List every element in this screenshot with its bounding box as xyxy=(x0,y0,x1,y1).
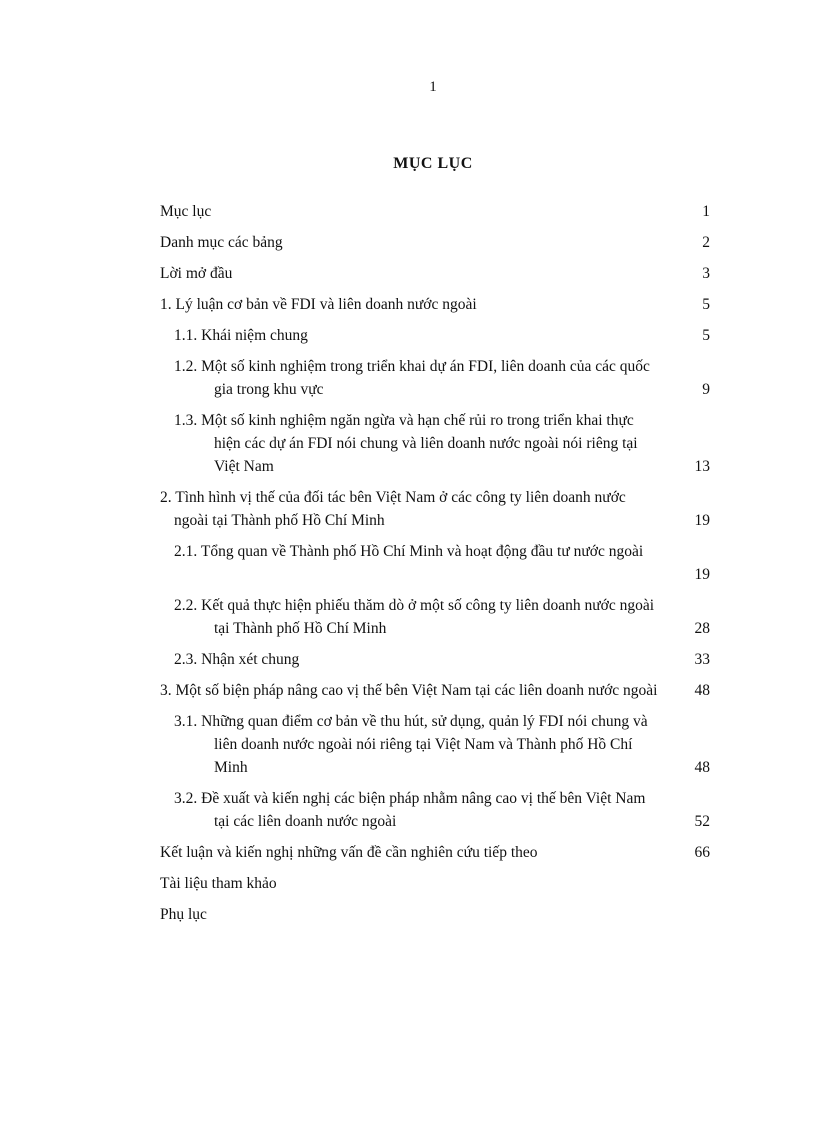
toc-entry-title: 1.3. Một số kinh nghiệm ngăn ngừa và hạn chế rủi ro trong triển khai thực hiện các dự án FDI nói chung và liên doanh nước ngoài nói riêng tại Việt Nam xyxy=(174,412,638,475)
toc-entry xyxy=(160,872,710,895)
toc-entry-title: 1.2. Một số kinh nghiệm trong triển khai dự án FDI, liên doanh của các quốc gia trong khu vực xyxy=(174,358,650,398)
toc-entry-title: 2.2. Kết quả thực hiện phiếu thăm dò ở một số công ty liên doanh nước ngoài tại Thành phố Hồ Chí Minh xyxy=(174,597,655,637)
toc-entry xyxy=(160,787,710,833)
toc-entry-title: 2.1. Tổng quan về Thành phố Hồ Chí Minh và hoạt động đầu tư nước ngoài xyxy=(174,543,644,560)
toc-entry-title: 1.1. Khái niệm chung xyxy=(174,327,308,344)
toc-entry-title: Mục lục xyxy=(160,203,212,220)
toc-title: MỤC LỤC xyxy=(393,155,473,172)
toc-entry xyxy=(160,710,710,779)
toc-entry-page: 28 xyxy=(694,620,710,637)
toc-entry-title: 3.1. Những quan điểm cơ bản về thu hút, sử dụng, quản lý FDI nói chung và liên doanh nước ngoài nói riêng tại Việt Nam và Thành phố Hồ Chí Minh xyxy=(174,713,648,776)
toc-entry-title: Lời mở đầu xyxy=(160,265,233,282)
toc-entry xyxy=(160,293,710,316)
toc-entry-title: Tài liệu tham khảo xyxy=(160,875,277,892)
toc-entry-title: 3. Một số biện pháp nâng cao vị thế bên Việt Nam tại các liên doanh nước ngoài xyxy=(160,682,658,699)
toc-entry-page: 48 xyxy=(694,759,710,776)
toc-entry xyxy=(160,648,710,671)
toc-entry-page: 33 xyxy=(694,651,710,668)
toc-entry-page: 3 xyxy=(702,265,710,282)
toc-entry-title: Danh mục các bảng xyxy=(160,234,283,251)
toc-entry-title: Kết luận và kiến nghị những vấn đề cần nghiên cứu tiếp theo xyxy=(160,844,538,861)
toc-entry-page: 1 xyxy=(702,203,710,220)
toc-entry xyxy=(160,200,710,223)
toc-entry-page: 19 xyxy=(694,566,710,583)
toc-entry xyxy=(160,903,710,926)
toc-entry xyxy=(160,679,710,702)
toc-entry-title: Phụ lục xyxy=(160,906,207,923)
toc-entry xyxy=(160,409,710,478)
page-number: 1 xyxy=(429,79,437,95)
toc-entry-title: 1. Lý luận cơ bản về FDI và liên doanh nước ngoài xyxy=(160,296,477,313)
toc-entry-page: 13 xyxy=(694,458,710,475)
toc-entry-title: 3.2. Đề xuất và kiến nghị các biện pháp nhằm nâng cao vị thế bên Việt Nam tại các liên doanh nước ngoài xyxy=(174,790,646,830)
toc-entry xyxy=(160,540,710,586)
toc-entry xyxy=(160,355,710,401)
toc-entry-page: 9 xyxy=(702,381,710,398)
table-of-contents xyxy=(160,200,710,934)
toc-entry xyxy=(160,262,710,285)
toc-entry-title: 2.3. Nhận xét chung xyxy=(174,651,300,668)
toc-entry-page: 48 xyxy=(694,682,710,699)
toc-entry xyxy=(160,594,710,640)
toc-entry-page: 52 xyxy=(694,813,710,830)
toc-entry-page: 5 xyxy=(702,296,710,313)
toc-entry-page: 2 xyxy=(702,234,710,251)
toc-entry xyxy=(160,486,710,532)
toc-entry-page: 19 xyxy=(694,512,710,529)
toc-entry-title: 2. Tình hình vị thế của đối tác bên Việt Nam ở các công ty liên doanh nước ngoài tại Thành phố Hồ Chí Minh xyxy=(160,489,626,529)
toc-entry xyxy=(160,231,710,254)
toc-entry xyxy=(160,324,710,347)
toc-entry-page: 5 xyxy=(702,327,710,344)
toc-entry xyxy=(160,841,710,864)
toc-entry-page: 66 xyxy=(694,844,710,861)
